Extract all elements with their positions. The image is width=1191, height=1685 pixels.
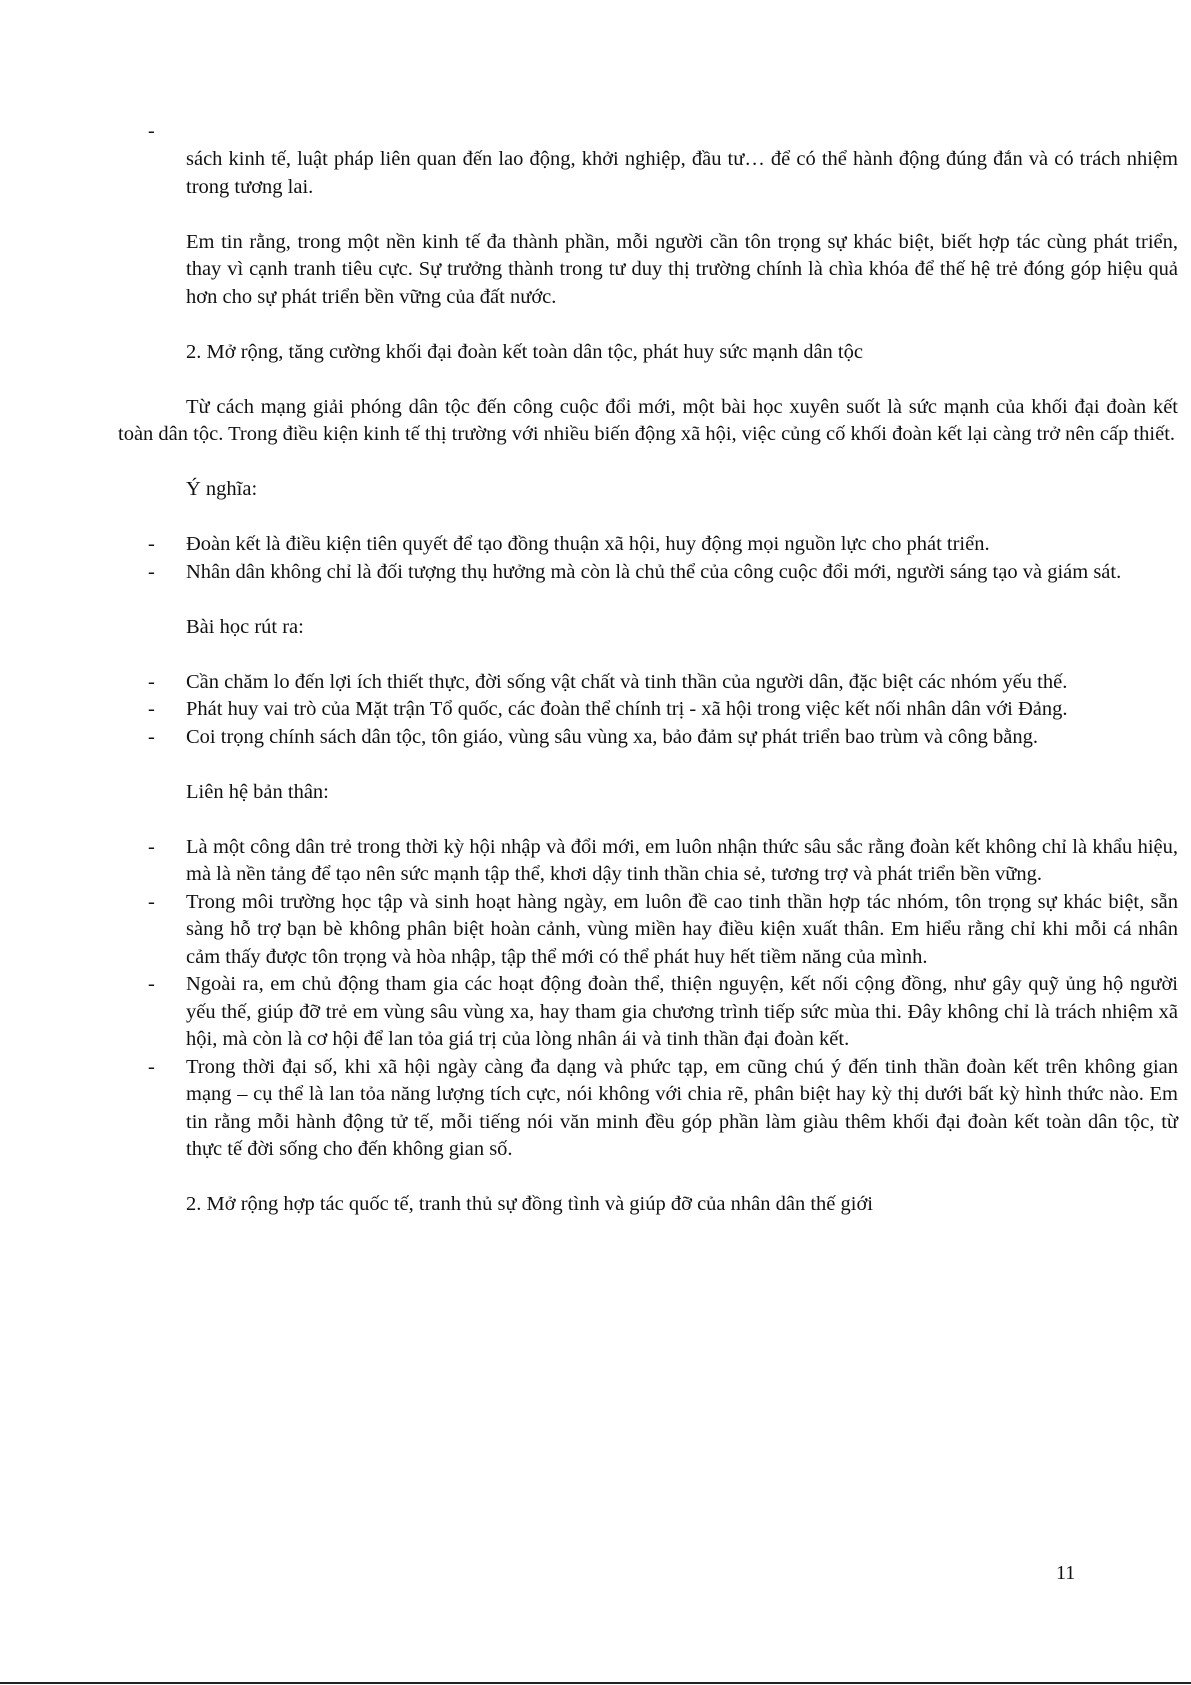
- page-number: 11: [1056, 1562, 1076, 1584]
- list-item: - Trong thời đại số, khi xã hội ngày càng đa dạng và phức tạp, em cũng chú ý đến tinh thần đoàn kết trên không gian mạng – cụ thể là lan tỏa năng lượng tích cực, nói không với chia rẽ, phân biệt hay kỳ thị dưới bất kỳ hình thức nào. Em tin rằng mỗi hành động tử tế, mỗi tiếng nói văn minh đều góp phần làm giàu thêm khối đại đoàn kết toàn dân tộc, từ thực tế đời sống cho đến không gian số.: [118, 1054, 1178, 1164]
- list-item: - Cần chăm lo đến lợi ích thiết thực, đời sống vật chất và tinh thần của người dân, đặc biệt các nhóm yếu thế.: [118, 669, 1178, 697]
- meaning-list: [118, 531, 1178, 586]
- section-heading-international: 2. Mở rộng hợp tác quốc tế, tranh thủ sự đồng tình và giúp đỡ của nhân dân thế giới: [186, 1193, 874, 1215]
- lessons-label: Bài học rút ra:: [186, 615, 304, 638]
- list-dash-marker: -: [148, 120, 155, 142]
- list-item: - Coi trọng chính sách dân tộc, tôn giáo, vùng sâu vùng xa, bảo đảm sự phát triển bao trùm và công bằng.: [118, 724, 1178, 752]
- section-unity-intro: Từ cách mạng giải phóng dân tộc đến công cuộc đổi mới, một bài học xuyên suốt là sức mạnh của khối đại đoàn kết toàn dân tộc. Trong điều kiện kinh tế thị trường với nhiều biến động xã hội, việc củng cố khối đoàn kết lại càng trở nên cấp thiết.: [118, 395, 1178, 445]
- page-bottom-rule: [0, 1682, 1191, 1684]
- list-item: - Trong môi trường học tập và sinh hoạt hàng ngày, em luôn đề cao tinh thần hợp tác nhóm, tôn trọng sự khác biệt, sẵn sàng hỗ trợ bạn bè không phân biệt hoàn cảnh, vùng miền hay điều kiện xuất thân. Em hiểu rằng chỉ khi mỗi cá nhân cảm thấy được tôn trọng và hòa nhập, tập thể mới có thể phát huy hết tiềm năng của mình.: [118, 889, 1178, 972]
- lessons-list: [118, 669, 1178, 752]
- intro-continuation: sách kinh tế, luật pháp liên quan đến lao động, khởi nghiệp, đầu tư… để có thể hành động đúng đắn và có trách nhiệm trong tương lai.: [186, 148, 1178, 198]
- intro-belief-paragraph: Em tin rằng, trong một nền kinh tế đa thành phần, mỗi người cần tôn trọng sự khác biệt, biết hợp tác cùng phát triển, thay vì cạnh tranh tiêu cực. Sự trưởng thành trong tư duy thị trường chính là chìa khóa để thế hệ trẻ đóng góp hiệu quả hơn cho sự phát triển bền vững của đất nước.: [186, 230, 1178, 308]
- section-heading-unity: 2. Mở rộng, tăng cường khối đại đoàn kết toàn dân tộc, phát huy sức mạnh dân tộc: [186, 340, 863, 363]
- list-item: - Nhân dân không chỉ là đối tượng thụ hưởng mà còn là chủ thể của công cuộc đổi mới, người sáng tạo và giám sát.: [118, 559, 1178, 587]
- self-reflection-list: [118, 834, 1178, 1164]
- list-item: - Là một công dân trẻ trong thời kỳ hội nhập và đổi mới, em luôn nhận thức sâu sắc rằng đoàn kết không chỉ là khẩu hiệu, mà là nền tảng để tạo nên sức mạnh tập thể, khơi dậy tinh thần chia sẻ, tương trợ và phát triển bền vững.: [118, 834, 1178, 889]
- self-reflection-label: Liên hệ bản thân:: [186, 780, 329, 803]
- page-content: [118, 146, 1178, 1219]
- list-item: - Phát huy vai trò của Mặt trận Tổ quốc, các đoàn thể chính trị - xã hội trong việc kết nối nhân dân với Đảng.: [118, 696, 1178, 724]
- meaning-label: Ý nghĩa:: [186, 478, 258, 500]
- list-item: - Đoàn kết là điều kiện tiên quyết để tạo đồng thuận xã hội, huy động mọi nguồn lực cho phát triển.: [118, 531, 1178, 559]
- list-item: - Ngoài ra, em chủ động tham gia các hoạt động đoàn thể, thiện nguyện, kết nối cộng đồng, như gây quỹ ủng hộ người yếu thế, giúp đỡ trẻ em vùng sâu vùng xa, hay tham gia chương trình tiếp sức mùa thi. Đây không chỉ là trách nhiệm xã hội, mà còn là cơ hội để lan tỏa giá trị của lòng nhân ái và tinh thần đại đoàn kết.: [118, 971, 1178, 1054]
